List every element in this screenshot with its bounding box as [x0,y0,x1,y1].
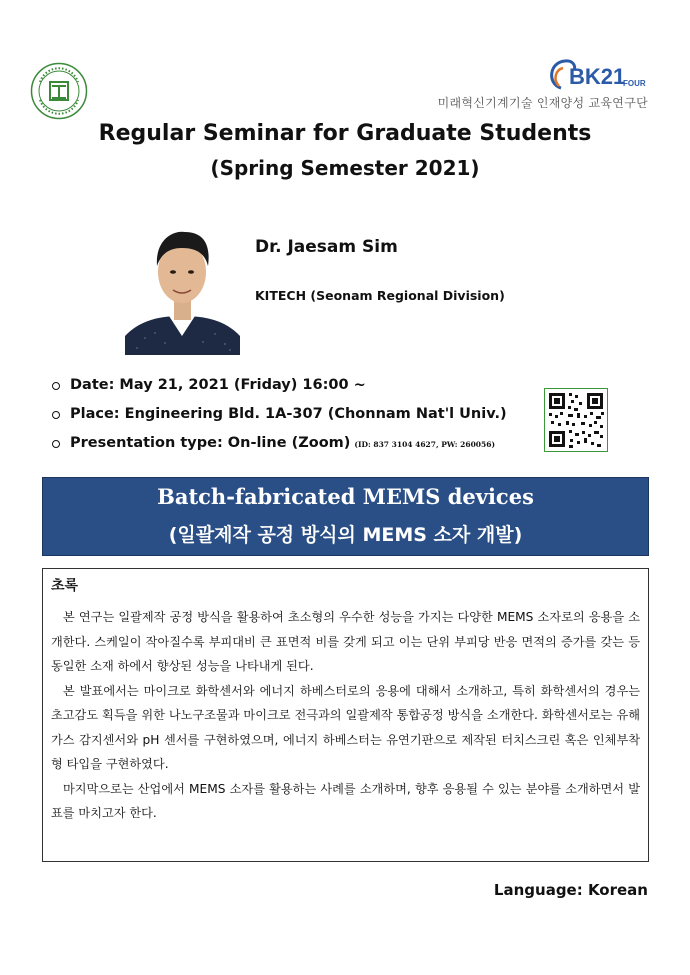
presentation-type: Presentation type: On-line (Zoom) [70,435,351,451]
bullet-icon [52,440,60,448]
abstract-heading: 초록 [51,578,79,594]
qr-code[interactable] [544,388,608,452]
bk21-logo [545,56,650,96]
bullet-icon [52,382,60,390]
bk-logo-suffix: FOUR [623,79,646,88]
abstract-box [42,568,649,862]
abstract-paragraph: 마지막으로는 산업에서 MEMS 소자를 활용하는 사례를 소개하며, 향후 응용될 수 있는 분야를 소개하면서 발표를 마치고자 한다. [51,781,640,820]
info-presentation-text [70,435,495,451]
talk-title-banner [42,477,649,556]
info-date-text: Date: May 21, 2021 (Friday) 16:00 ~ [70,377,366,393]
language-note: Language: Korean [493,881,648,899]
page-title: Regular Seminar for Graduate Students [98,121,592,146]
bk-logo-text: BK21 [569,64,626,89]
speaker-photo [125,208,240,355]
abstract-paragraph: 본 발표에서는 마이크로 화학센서와 에너지 하베스터로의 응용에 대해서 소개하고, 특히 화학센서의 경우는 초고감도 획득을 위한 나노구조물과 마이크로 전극과의 일괄제작 통합공정 방식을 소개한다. 화학센서로는 유해가스 감지센서와 pH 센서를 구현하였으며, 에너지 하베스터는 유연기판으로 제작된 터치스크린 혹은 인체부착형 타입을 구현하였다. [51,683,640,771]
speaker-affiliation: KITECH (Seonam Regional Division) [255,288,505,303]
research-group-name: 미래혁신기계기술 인재양성 교육연구단 [437,96,648,110]
info-place-text: Place: Engineering Bld. 1A-307 (Chonnam Nat'l Univ.) [70,406,507,422]
university-seal-logo [30,62,88,120]
abstract-body [51,605,640,826]
abstract-paragraph: 본 연구는 일괄제작 공정 방식을 활용하여 초소형의 우수한 성능을 가지는 다양한 MEMS 소자로의 응용을 소개한다. 스케일이 작아질수록 부피대비 큰 표면적 비를 갖게 되고 이는 단위 부피당 반응 면적의 증가를 갖는 등 동일한 소재 하에서 향상된 성능을 나타내게 된다. [51,610,640,673]
speaker-name: Dr. Jaesam Sim [255,237,398,257]
bullet-icon [52,411,60,419]
talk-title-english: Batch-fabricated MEMS devices [157,484,534,509]
zoom-details: (ID: 837 3104 4627, PW: 260056) [354,440,496,449]
talk-title-korean: (일괄제작 공정 방식의 MEMS 소자 개발) [168,524,523,546]
page-subtitle: (Spring Semester 2021) [210,156,480,180]
